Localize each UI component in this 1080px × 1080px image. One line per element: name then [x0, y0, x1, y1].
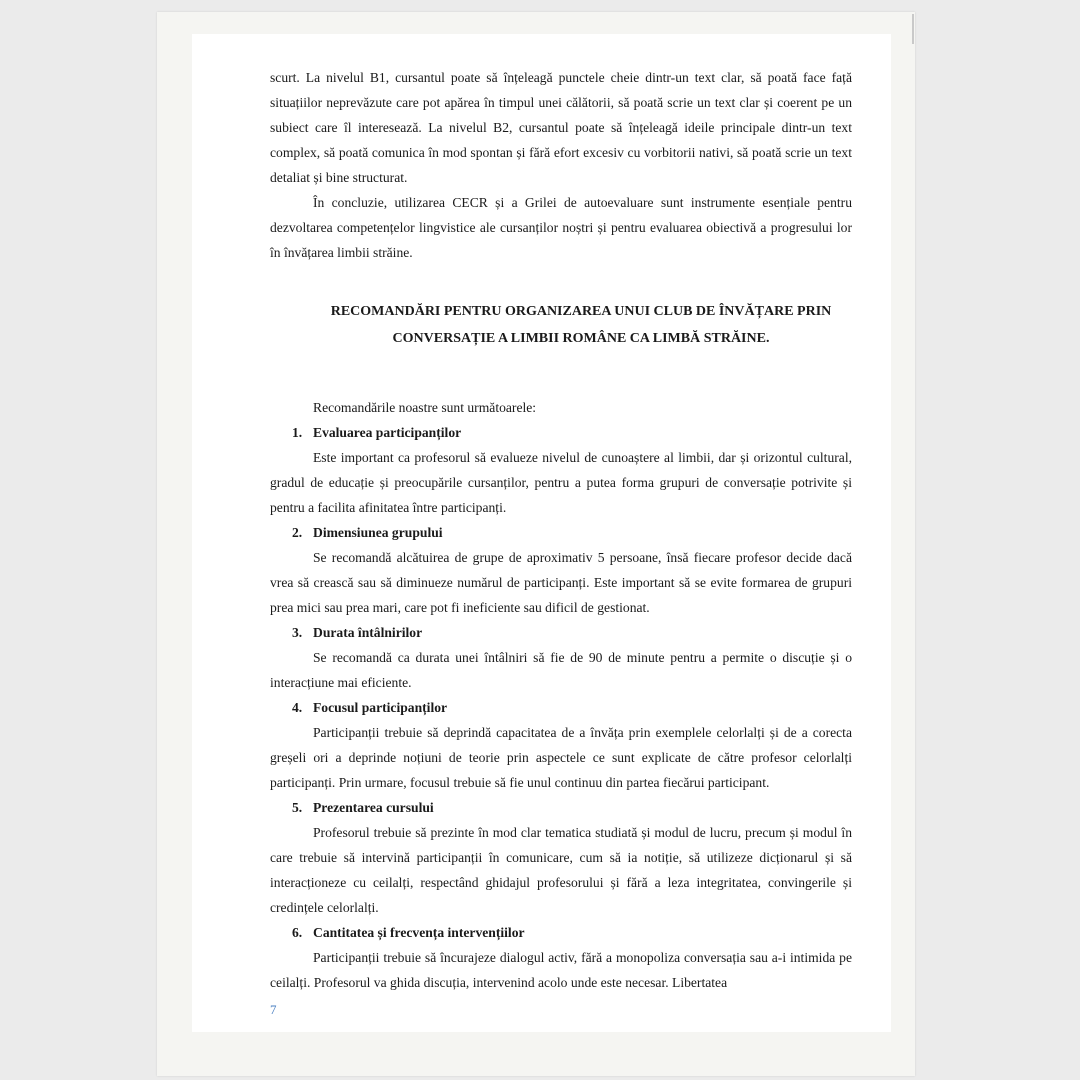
item-number: 4.: [292, 700, 303, 715]
recommendation-item: [270, 420, 852, 520]
item-number: 6.: [292, 925, 303, 940]
item-title-text: Durata întâlnirilor: [313, 625, 423, 640]
heading-line-2: CONVERSAȚIE A LIMBII ROMÂNE CA LIMBĂ STRĂINE.: [392, 331, 770, 346]
item-title: [270, 620, 852, 645]
item-title-text: Dimensiunea grupului: [313, 525, 443, 540]
heading-line-1: RECOMANDĂRI PENTRU ORGANIZAREA UNUI CLUB DE ÎNVĂȚARE PRIN: [330, 304, 832, 319]
item-title: [270, 520, 852, 545]
paper-edge-mark: [912, 14, 914, 44]
recommendation-item: [270, 920, 852, 995]
item-text: Se recomandă ca durata unei întâlniri să fie de 90 de minute pentru a permite o discuție și o interacțiune mai eficiente.: [270, 650, 852, 690]
opening-paragraph: scurt. La nivelul B1, cursantul poate să înțeleagă punctele cheie dintr-un text clar, să poată face față situațiilor neprevăzute care pot apărea în timpul unei călătorii, să poată scrie un text clar și coerent pe un subiect care îl interesează. La nivelul B2, cursantul poate să înțeleagă ideile principale dintr-un text complex, să poată comunica în mod spontan și fără efort excesiv cu vorbitorii nativi, să poată scrie un text detaliat și bine structurat.: [270, 70, 852, 185]
intro-text: Recomandările noastre sunt următoarele:: [313, 400, 537, 415]
item-text: Participanții trebuie să deprindă capacitatea de a învăța prin exemplele celorlalți și de a corecta greșeli ori a deprinde noțiuni de teorie prin aspectele ce sunt explicate de către profesor celorlalți participanți. Prin urmare, focusul trebuie să fie unul continuu din partea fiecărui participant.: [270, 725, 852, 790]
item-number: 5.: [292, 800, 303, 815]
item-title: [270, 920, 852, 945]
item-number: 2.: [292, 525, 303, 540]
item-text: Este important ca profesorul să evalueze nivelul de cunoaștere al limbii, dar și orizontul cultural, gradul de educație și preocupările cursanților, pentru a putea forma grupuri de conversație potrivite și pentru a facilita afinitatea între participanți.: [270, 450, 852, 515]
item-number: 1.: [292, 425, 303, 440]
item-title-text: Cantitatea și frecvența intervențiilor: [313, 925, 525, 940]
recommendation-item: [270, 520, 852, 620]
item-number: 3.: [292, 625, 303, 640]
item-title: [270, 695, 852, 720]
section-heading: [270, 298, 852, 352]
item-text: Participanții trebuie să încurajeze dialogul activ, fără a monopoliza conversația sau a-i intimida pe ceilalți. Profesorul va ghida discuția, intervenind acolo unde este necesar. Libertatea: [270, 950, 852, 990]
recommendation-item: [270, 620, 852, 695]
conclusion-paragraph: În concluzie, utilizarea CECR și a Grilei de autoevaluare sunt instrumente esențiale pentru dezvoltarea competențelor lingvistice ale cursanților noștri și pentru evaluarea obiectivă a progresului lor în învățarea limbii străine.: [270, 195, 852, 260]
page-content: [270, 65, 852, 995]
recommendation-item: [270, 795, 852, 920]
item-title: [270, 795, 852, 820]
recommendation-item: [270, 695, 852, 795]
document-page: [192, 34, 891, 1032]
page-number: 7: [270, 1002, 277, 1017]
item-text: Profesorul trebuie să prezinte în mod clar tematica studiată și modul de lucru, precum și modul în care trebuie să intervină participanții în comunicare, cum să ia notiție, să utilizeze dicționarul și să interacționeze cu ceilalți, respectând ghidajul profesorului și fără a leza integritatea, convingerile și credințele celorlalți.: [270, 825, 852, 915]
item-title-text: Evaluarea participanților: [313, 425, 462, 440]
item-title-text: Focusul participanților: [313, 700, 448, 715]
item-title-text: Prezentarea cursului: [313, 800, 434, 815]
item-text: Se recomandă alcătuirea de grupe de aproximativ 5 persoane, însă fiecare profesor decide dacă vrea să crească sau să diminueze numărul de participanți. Este important să se evite formarea de grupuri prea mici sau prea mari, care pot fi ineficiente sau dificil de gestionat.: [270, 550, 852, 615]
item-title: [270, 420, 852, 445]
